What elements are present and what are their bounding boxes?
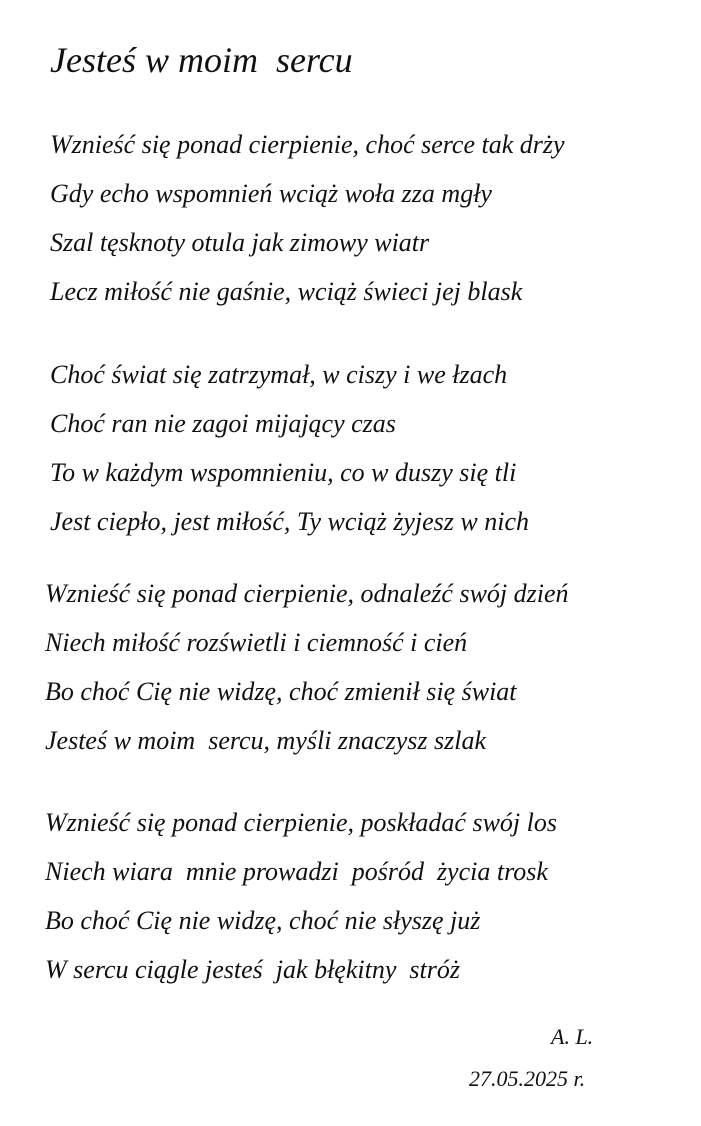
poem-line: Szal tęsknoty otula jak zimowy wiatr	[50, 228, 430, 257]
poem-line: W sercu ciągle jesteś jak błękitny stróż	[45, 955, 460, 984]
poem-line: Choć ran nie zagoi mijający czas	[50, 409, 396, 438]
poem-line: Wznieść się ponad cierpienie, choć serce tak drży	[50, 130, 565, 159]
poem-line: Bo choć Cię nie widzę, choć zmienił się świat	[45, 677, 517, 706]
poem-line: Niech wiara mnie prowadzi pośród życia trosk	[45, 857, 548, 886]
poem-line: Niech miłość rozświetli i ciemność i cień	[45, 628, 468, 657]
poem-title: Jesteś w moim sercu	[50, 40, 353, 80]
poem-line: Wznieść się ponad cierpienie, poskładać swój los	[45, 808, 557, 837]
poem-line: Jesteś w moim sercu, myśli znaczysz szlak	[45, 726, 486, 755]
poem-line: Choć świat się zatrzymał, w ciszy i we łzach	[50, 360, 508, 389]
stanza-3	[45, 569, 569, 765]
poem-line: Lecz miłość nie gaśnie, wciąż świeci jej blask	[50, 277, 523, 306]
poem-line: Wznieść się ponad cierpienie, odnaleźć swój dzień	[45, 579, 569, 608]
stanza-2	[50, 350, 529, 546]
poem-date: 27.05.2025 r.	[469, 1066, 586, 1091]
poem-line: Bo choć Cię nie widzę, choć nie słyszę już	[45, 906, 481, 935]
author-signature: A. L.	[551, 1024, 594, 1049]
poem-line: Gdy echo wspomnień wciąż woła zza mgły	[50, 179, 492, 208]
stanza-1	[50, 120, 565, 316]
poem-line: To w każdym wspomnieniu, co w duszy się tli	[50, 458, 517, 487]
stanza-4	[45, 798, 557, 994]
poem-line: Jest ciepło, jest miłość, Ty wciąż żyjesz w nich	[50, 507, 529, 536]
